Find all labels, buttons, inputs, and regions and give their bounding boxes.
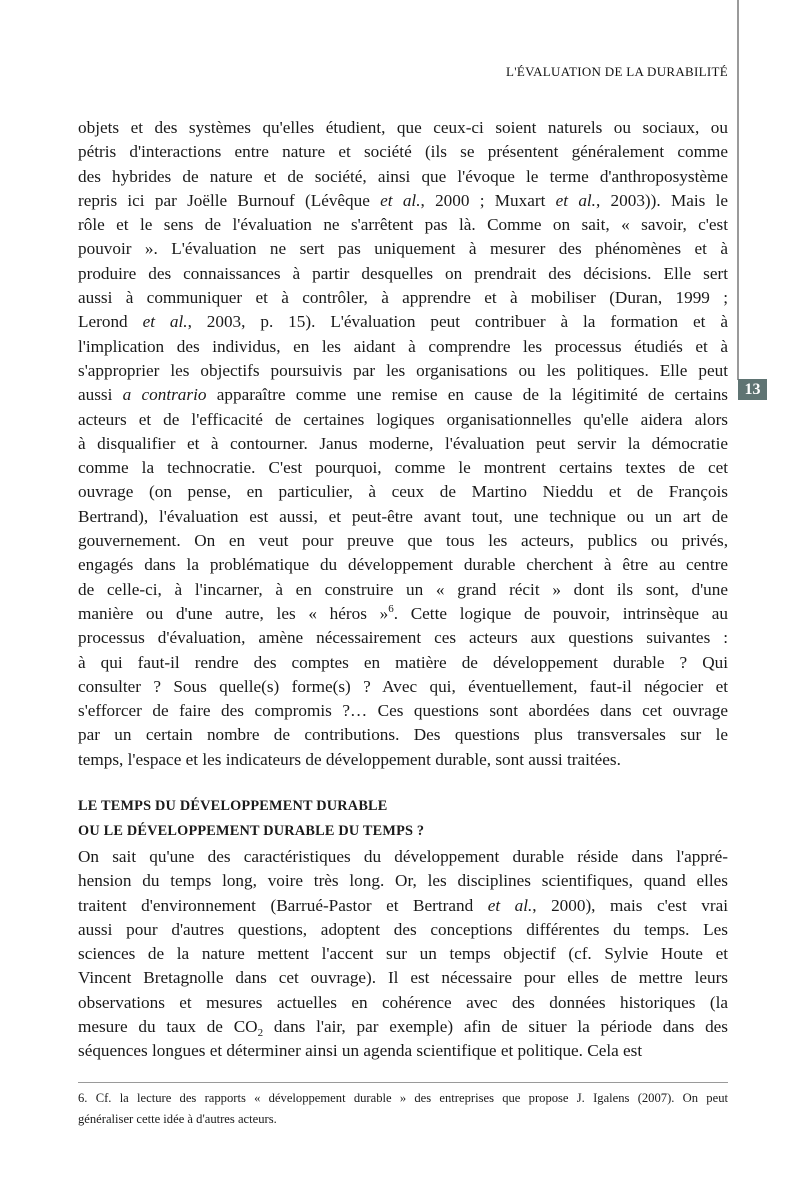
text-segment: mesure du taux de CO <box>78 1017 258 1037</box>
text-line <box>78 456 728 480</box>
footnote-ref: 6 <box>388 602 394 615</box>
text-segment: consulter ? Sous quelle(s) forme(s) ? Avec qui, éventuellement, faut-il négocier et <box>78 676 728 696</box>
italic-text: et al. <box>487 895 533 915</box>
footnote-line: 6. Cf. la lecture des rapports « développement durable » des entreprises que propose J. Igalens (2007). On peut <box>78 1091 728 1105</box>
text-line <box>78 310 728 334</box>
text-segment: à qui faut-il rendre des comptes en matière de développement durable ? Qui <box>78 652 728 672</box>
text-line <box>78 942 728 966</box>
subscript: 2 <box>257 1027 264 1040</box>
text-line <box>78 213 728 237</box>
footnote <box>78 1088 728 1130</box>
text-line <box>78 723 728 747</box>
text-line <box>78 1015 728 1039</box>
italic-text: a contrario <box>122 385 207 405</box>
text-line <box>78 237 728 261</box>
text-segment: repris ici par Joëlle Burnouf (Lévêque <box>78 190 381 210</box>
text-line <box>78 991 728 1015</box>
text-segment: l'implication des individus, en les aidant à comprendre les processus étudiés et à <box>78 336 728 356</box>
paragraph-2 <box>78 845 728 1064</box>
text-line <box>78 165 728 189</box>
text-segment: apparaître comme une remise en cause de la légitimité de certains <box>206 385 728 405</box>
text-line <box>78 408 728 432</box>
text-segment: produire des connaissances à partir desquelles on prendrait des décisions. Elle sert <box>78 263 728 283</box>
text-line <box>78 480 728 504</box>
text-segment: aussi pour d'autres questions, adoptent des conceptions différentes du temps. Les <box>78 919 728 939</box>
section-heading <box>78 794 728 844</box>
text-line <box>78 748 728 772</box>
text-segment: pouvoir ». L'évaluation ne sert pas uniquement à mesurer des phénomènes et à <box>78 239 728 259</box>
text-line <box>78 359 728 383</box>
text-segment: acteurs et de l'efficacité de certaines logiques organisationnelles qu'elle aidera alors <box>78 409 728 429</box>
margin-rule <box>737 0 739 380</box>
text-segment: Lerond <box>78 312 143 332</box>
text-segment: hension du temps long, voire très long. Or, les disciplines scientifiques, quand elles <box>78 871 728 891</box>
text-segment: Bertrand), l'évaluation est aussi, et peut-être avant tout, une technique ou un art de <box>78 506 728 526</box>
text-segment: temps, l'espace et les indicateurs de développement durable, sont aussi traitées. <box>78 749 621 769</box>
text-line <box>78 602 728 626</box>
text-line <box>78 918 728 942</box>
text-segment: objets et des systèmes qu'elles étudient, que ceux-ci soient naturels ou sociaux, ou <box>78 118 728 137</box>
text-line <box>78 529 728 553</box>
text-line <box>78 286 728 310</box>
italic-text: et al. <box>380 190 421 210</box>
text-segment: dans l'air, par exemple) afin de situer la période dans des <box>263 1017 728 1037</box>
footnote-rule <box>78 1082 728 1083</box>
text-segment: à disqualifier et à contourner. Janus moderne, l'évaluation peut servir la démocratie <box>78 433 728 453</box>
text-segment: , 2003)). Mais le <box>595 190 728 210</box>
text-line <box>78 140 728 164</box>
text-segment: ouvrage (on pense, en particulier, à ceux de Martino Nieddu et de François <box>78 482 728 502</box>
text-line <box>78 578 728 602</box>
text-line <box>78 651 728 675</box>
heading-line: OU LE DÉVELOPPEMENT DURABLE DU TEMPS ? <box>78 823 425 839</box>
text-segment: traitent d'environnement (Barrué-Pastor et Bertrand <box>78 895 488 915</box>
text-line <box>78 262 728 286</box>
text-line <box>78 894 728 918</box>
text-segment: pétris d'interactions entre nature et société (ils se présentent généralement comme <box>78 142 728 162</box>
text-line <box>78 189 728 213</box>
text-segment: aussi à communiquer et à contrôler, à apprendre et à mobiliser (Duran, 1999 ; <box>78 288 728 308</box>
text-segment: observations et mesures actuelles en cohérence avec des données historiques (la <box>78 992 728 1012</box>
text-segment: On sait qu'une des caractéristiques du développement durable réside dans l'appré- <box>78 847 728 866</box>
page-number: 13 <box>738 379 767 400</box>
text-segment: sciences de la nature mettent l'accent sur un temps objectif (cf. Sylvie Houte et <box>78 944 728 964</box>
text-line <box>78 1039 728 1063</box>
italic-text: et al. <box>142 312 188 332</box>
text-segment: rôle et le sens de l'évaluation ne s'arrêtent pas là. Comme on sait, « savoir, c'est <box>78 215 728 235</box>
text-segment: , 2000), mais c'est vrai <box>532 895 728 915</box>
text-line <box>78 845 728 869</box>
text-line <box>78 432 728 456</box>
text-segment: de celle-ci, à l'incarner, à en construire un « grand récit » dont ils sont, d'une <box>78 579 728 599</box>
text-segment: , 2003, p. 15). L'évaluation peut contribuer à la formation et à <box>187 312 729 332</box>
text-segment: séquences longues et déterminer ainsi un agenda scientifique et politique. Cela est <box>78 1041 643 1061</box>
text-line <box>78 116 728 140</box>
text-line <box>78 966 728 990</box>
text-line <box>78 335 728 359</box>
text-segment: engagés dans la problématique du développement durable cherchent à être au centre <box>78 555 728 575</box>
running-head: L'ÉVALUATION DE LA DURABILITÉ <box>505 64 728 79</box>
text-segment: . Cette logique de pouvoir, intrinsèque au <box>393 603 729 623</box>
text-line <box>78 699 728 723</box>
text-segment: aussi <box>78 385 123 405</box>
text-line <box>78 553 728 577</box>
text-segment: Vincent Bretagnolle dans cet ouvrage). Il est nécessaire pour elles de mettre leurs <box>78 968 728 988</box>
text-line <box>78 383 728 407</box>
paragraph-1 <box>78 116 728 772</box>
text-line <box>78 675 728 699</box>
text-line <box>78 505 728 529</box>
text-segment: , 2000 ; Muxart <box>420 190 556 210</box>
text-line <box>78 626 728 650</box>
text-line <box>78 869 728 893</box>
text-segment: manière ou d'une autre, les « héros » <box>78 603 389 623</box>
text-segment: des hybrides de nature et de société, ainsi que l'évoque le terme d'anthroposystème <box>78 166 728 186</box>
text-segment: comme la technocratie. C'est pourquoi, comme le montrent certains textes de cet <box>78 458 728 478</box>
text-segment: s'efforcer de faire des compromis ?… Ces questions sont abordées dans cet ouvrage <box>78 701 728 721</box>
heading-line: LE TEMPS DU DÉVELOPPEMENT DURABLE <box>78 798 388 814</box>
text-segment: gouvernement. On en veut pour preuve que tous les acteurs, publics ou privés, <box>78 531 728 551</box>
italic-text: et al. <box>555 190 596 210</box>
text-segment: par un certain nombre de contributions. Des questions plus transversales sur le <box>78 725 728 745</box>
footnote-line: généraliser cette idée à d'autres acteurs. <box>78 1112 277 1126</box>
text-segment: processus d'évaluation, amène nécessairement ces acteurs aux questions suivantes : <box>78 628 728 648</box>
text-segment: s'approprier les objectifs poursuivis par les organisations ou les politiques. Elle peut <box>78 360 728 380</box>
